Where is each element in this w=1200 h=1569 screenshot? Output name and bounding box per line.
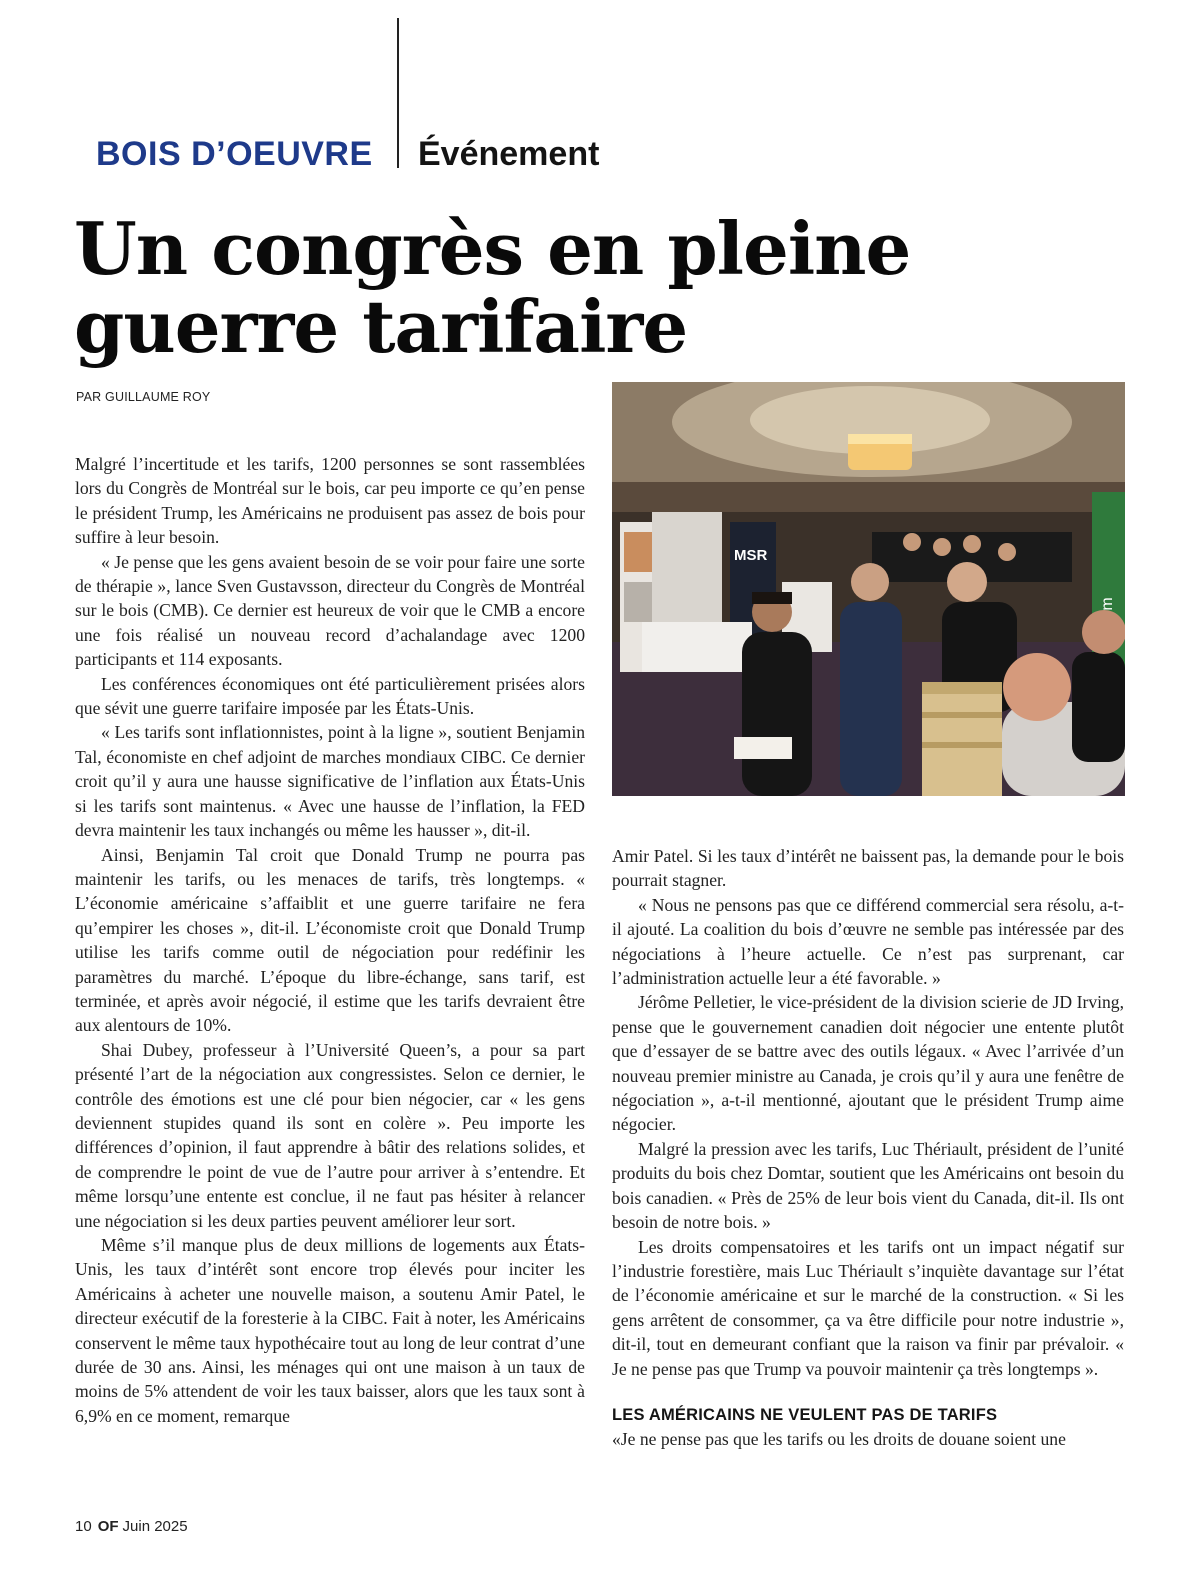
article-paragraph: Shai Dubey, professeur à l’Université Queen’s, a pour sa part présenté l’art de la négociation aux congressistes. Selon ce dernier, le contrôle des émotions est une clé pour bien négocier, car « les gens deviennent stupides quand ils sont en colère ». Peu importe les différences d’opinion, il faut apprendre à bâtir des relations solides, et de comprendre le point de vue de l’autre pour arriver à s’entendre. Et même lorsqu’une entente est conclue, il ne faut pas hésiter à relancer une négociation si les deux parties peuvent améliorer leur sort. <box>75 1039 585 1231</box>
page-footer <box>75 1518 188 1535</box>
section-subheading: LES AMÉRICAINS NE VEULENT PAS DE TARIFS <box>612 1405 998 1424</box>
article-title: Un congrès en pleine guerre tarifaire <box>74 206 911 369</box>
event-photo <box>612 382 1125 796</box>
article-paragraph: « Les tarifs sont inflationnistes, point à la ligne », soutient Benjamin Tal, économiste en chef adjoint de marches mondiaux CIBC. Ce dernier croit qu’il y aura une hausse significative de l’inflation aux États-Unis si les tarifs sont maintenus. « Avec une hausse de l’inflation, la FED devra maintenir les taux inchangés ou même les hausser », dit-il. <box>75 722 585 841</box>
article-paragraph: Amir Patel. Si les taux d’intérêt ne baissent pas, la demande pour le bois pourrait stagner. <box>612 846 1124 891</box>
magazine-name: OF <box>97 1518 119 1535</box>
article-paragraph: « Je pense que les gens avaient besoin de se voir pour faire une sorte de thérapie », lance Sven Gustavsson, directeur du Congrès de Montréal sur le bois (CMB). Ce dernier est heureux de voir que le CMB a encore une fois réalisé un nouveau record d’achalandage avec 1200 participants et 114 exposants. <box>75 551 585 670</box>
article-column-left <box>75 452 585 1428</box>
issue-date: Juin 2025 <box>122 1518 188 1535</box>
header-divider <box>397 18 399 168</box>
article-paragraph: « Nous ne pensons pas que ce différend commercial sera résolu, a-t-il ajouté. La coalition du bois d’œuvre ne semble pas intéressée par des négociations à l’heure actuelle. Ce n’est pas surprenant, car l’administration actuelle leur a été favorable. » <box>612 894 1124 989</box>
article-paragraph: Malgré la pression avec les tarifs, Luc Thériault, président de l’unité produits du bois chez Domtar, soutient que les Américains ont besoin du bois canadien. « Près de 25% de leur bois vient du Canada, dit-il. Ils ont besoin de notre bois. » <box>612 1138 1124 1233</box>
article-paragraph: Malgré l’incertitude et les tarifs, 1200 personnes se sont rassemblées lors du Congrès de Montréal sur le bois, car peu importe ce qu’en pense le président Trump, les Américains ne produisent pas assez de bois pour suffire à leur besoin. <box>75 454 585 548</box>
booth-sign: MSR <box>734 547 768 564</box>
article-column-right <box>612 844 1124 1451</box>
article-paragraph: Les conférences économiques ont été particulièrement prisées alors que sévit une guerre tarifaire imposée par les États-Unis. <box>75 673 585 719</box>
byline: PAR GUILLAUME ROY <box>76 390 211 404</box>
page-number: 10 <box>75 1518 92 1535</box>
article-paragraph: Les droits compensatoires et les tarifs ont un impact négatif sur l’industrie forestière, mais Luc Thériault s’inquiète davantage sur l’état de l’économie américaine et sur le marché de la construction. « Si les gens arrêtent de consommer, ça va être difficile pour notre industrie », dit-il, tout en demeurant confiant que la raison va finir par prévaloir. « Je ne pense pas que Trump va pouvoir maintenir ça très longtemps ». <box>612 1236 1124 1379</box>
article-paragraph: «Je ne pense pas que les tarifs ou les droits de douane soient une <box>612 1428 1066 1449</box>
section-header <box>96 130 600 178</box>
article-paragraph: Ainsi, Benjamin Tal croit que Donald Trump ne pourra pas maintenir les tarifs, ou les menaces de tarifs, très longtemps. « L’économie américaine s’affaiblit et une guerre tarifaire ne fera qu’empirer les choses », dit-il. L’économiste croit que Donald Trump utilise les tarifs comme outil de négociation pour redéfinir les paramètres du marché. L’époque du libre-échange, sans tarif, est terminée, et après avoir négocié, il estime que les tarifs devraient être aux alentours de 10%. <box>75 844 585 1036</box>
article-paragraph: Même s’il manque plus de deux millions de logements aux États-Unis, les taux d’intérêt sont encore trop élevés pour inciter les Américains à acheter une nouvelle maison, a soutenu Amir Patel, le directeur exécutif de la foresterie à la CIBC. Fait à noter, les Américains conservent le même taux hypothécaire tout au long de leur contrat d’une durée de 30 ans. Ainsi, les ménages qui ont une maison à un taux de moins de 5% attendent de voir les taux baisser, alors que les taux sont à 6,9% en ce moment, remarque <box>75 1235 585 1426</box>
article-paragraph: Jérôme Pelletier, le vice-président de la division scierie de JD Irving, pense que le gouvernement canadien doit négocier une entente plutôt que d’essayer de se battre avec des outils légaux. « Avec l’arrivée d’un nouveau premier ministre au Canada, je crois qu’il y aura une fenêtre de négociation », a-t-il mentionné, ajoutant que le président Trump aime négocier. <box>612 992 1124 1135</box>
section-category: BOIS D’OEUVRE <box>96 135 373 173</box>
section-subcategory: Événement <box>418 135 600 173</box>
